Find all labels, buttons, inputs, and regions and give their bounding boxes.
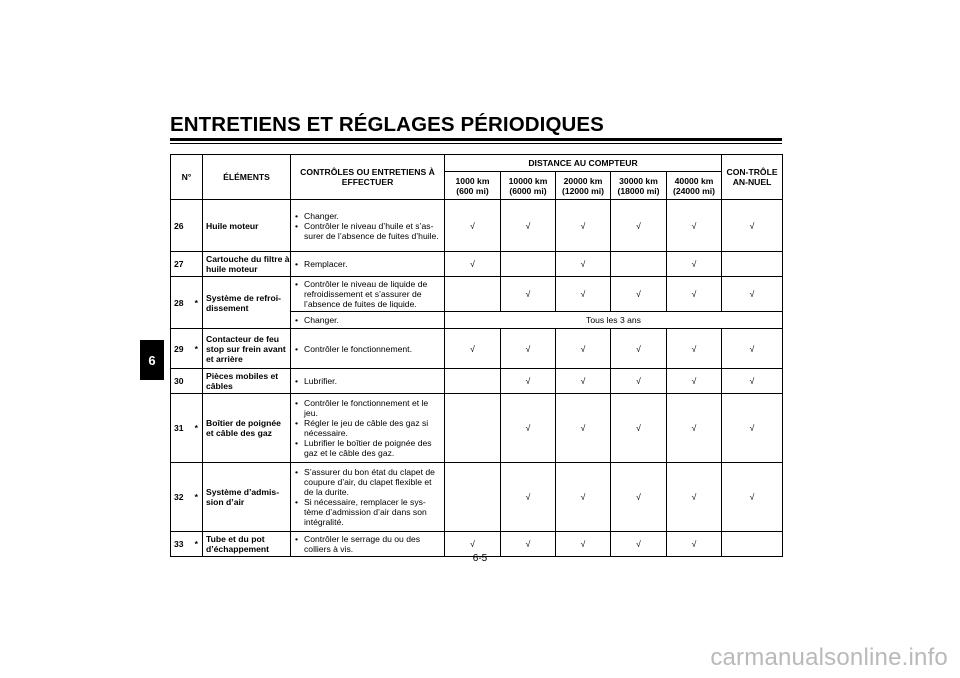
title-rule-thick bbox=[170, 138, 782, 141]
header-distance: DISTANCE AU COMPTEUR bbox=[445, 155, 722, 172]
interval-mi: (600 mi) bbox=[456, 185, 489, 196]
table-row bbox=[171, 369, 783, 394]
control-item: • Régler le jeu de câble des gaz si nécessaire. bbox=[295, 418, 442, 438]
row-element: Système d’admis-sion d’air bbox=[203, 463, 291, 532]
control-cell bbox=[291, 329, 445, 369]
control-list bbox=[295, 259, 442, 269]
check-cell: √ bbox=[611, 394, 667, 463]
control-item: • Changer. bbox=[295, 315, 442, 325]
check-cell: √ bbox=[667, 394, 722, 463]
check-cell: √ bbox=[611, 463, 667, 532]
table-row bbox=[171, 329, 783, 369]
row-element: Cartouche du filtre à huile moteur bbox=[203, 252, 291, 277]
row-number: 31 bbox=[171, 394, 191, 463]
row-star-marker: * bbox=[191, 277, 203, 329]
table-header-row-1 bbox=[171, 155, 783, 172]
row-element: Huile moteur bbox=[203, 200, 291, 252]
interval-mi: (12000 mi) bbox=[561, 185, 605, 196]
check-cell: √ bbox=[667, 463, 722, 532]
interval-km: 10000 km bbox=[508, 175, 548, 186]
check-cell: √ bbox=[722, 277, 783, 312]
check-cell: √ bbox=[445, 252, 501, 277]
control-item: • Contrôler le serrage du ou des colliers à vis. bbox=[295, 534, 442, 554]
row-number: 28 bbox=[171, 277, 191, 329]
control-list bbox=[295, 211, 442, 241]
row-star-marker bbox=[191, 200, 203, 252]
control-cell bbox=[291, 369, 445, 394]
check-cell bbox=[722, 252, 783, 277]
check-cell: √ bbox=[556, 463, 611, 532]
check-cell bbox=[445, 369, 501, 394]
control-item: • S’assurer du bon état du clapet de coupure d’air, du clapet flexible et de la durite. bbox=[295, 467, 442, 497]
control-item: • Contrôler le fonctionnement et le jeu. bbox=[295, 398, 442, 418]
header-controls: CONTRÔLES OU ENTRETIENS À EFFECTUER bbox=[291, 155, 445, 200]
check-cell bbox=[445, 277, 501, 312]
check-cell: √ bbox=[556, 200, 611, 252]
control-item: • Contrôler le fonctionnement. bbox=[295, 344, 442, 354]
check-cell: √ bbox=[556, 394, 611, 463]
check-cell: √ bbox=[667, 329, 722, 369]
check-cell bbox=[445, 394, 501, 463]
row-star-marker: * bbox=[191, 463, 203, 532]
control-cell bbox=[291, 200, 445, 252]
page-number: 6-5 bbox=[472, 553, 488, 564]
check-cell: √ bbox=[445, 532, 501, 557]
check-cell: √ bbox=[611, 277, 667, 312]
row-element: Tube et du pot d’échappement bbox=[203, 532, 291, 557]
table-row bbox=[171, 252, 783, 277]
check-cell: √ bbox=[667, 252, 722, 277]
check-cell: √ bbox=[556, 532, 611, 557]
title-rule-thin bbox=[170, 143, 782, 144]
control-cell bbox=[291, 463, 445, 532]
header-elements: ÉLÉMENTS bbox=[203, 155, 291, 200]
check-cell bbox=[445, 463, 501, 532]
row-star-marker: * bbox=[191, 532, 203, 557]
check-cell: √ bbox=[667, 200, 722, 252]
control-list bbox=[295, 344, 442, 354]
check-cell: √ bbox=[722, 463, 783, 532]
row-number: 26 bbox=[171, 200, 191, 252]
interval-mi: (18000 mi) bbox=[617, 185, 660, 196]
header-interval-1 bbox=[501, 172, 556, 200]
check-cell: √ bbox=[667, 532, 722, 557]
check-cell: √ bbox=[556, 369, 611, 394]
page-title: ENTRETIENS ET RÉGLAGES PÉRIODIQUES bbox=[170, 113, 604, 136]
row-star-marker bbox=[191, 369, 203, 394]
check-cell: √ bbox=[501, 532, 556, 557]
control-cell bbox=[291, 277, 445, 312]
header-number: N° bbox=[171, 155, 203, 200]
header-interval-4 bbox=[667, 172, 722, 200]
check-cell: √ bbox=[501, 463, 556, 532]
control-item: • Lubrifier. bbox=[295, 376, 442, 386]
row-element: Pièces mobiles et câbles bbox=[203, 369, 291, 394]
check-cell: √ bbox=[556, 329, 611, 369]
check-cell bbox=[501, 252, 556, 277]
check-cell: √ bbox=[667, 369, 722, 394]
header-annual-check: CON-TRÔLE AN-NUEL bbox=[722, 155, 783, 200]
check-cell: √ bbox=[611, 369, 667, 394]
check-cell: √ bbox=[611, 329, 667, 369]
chapter-tab[interactable] bbox=[140, 340, 164, 380]
control-list bbox=[295, 398, 442, 458]
control-list bbox=[295, 534, 442, 554]
row-number: 29 bbox=[171, 329, 191, 369]
check-cell: √ bbox=[501, 277, 556, 312]
check-cell: √ bbox=[501, 200, 556, 252]
check-cell bbox=[611, 252, 667, 277]
control-item: • Contrôler le niveau d’huile et s’as-surer de l’absence de fuites d’huile. bbox=[295, 221, 442, 241]
check-cell: √ bbox=[445, 200, 501, 252]
row-star-marker bbox=[191, 252, 203, 277]
control-item: • Lubrifier le boîtier de poignée des gaz et le câble des gaz. bbox=[295, 438, 442, 458]
chapter-tab-label: 6 bbox=[148, 352, 156, 368]
table-row bbox=[171, 463, 783, 532]
table-row bbox=[171, 394, 783, 463]
row-number: 30 bbox=[171, 369, 191, 394]
control-item: • Contrôler le niveau de liquide de refroidissement et s’assurer de l’absence de fuites de liquide. bbox=[295, 279, 442, 309]
maintenance-table bbox=[170, 154, 783, 557]
header-interval-3 bbox=[611, 172, 667, 200]
check-cell: √ bbox=[611, 532, 667, 557]
row-number: 32 bbox=[171, 463, 191, 532]
check-cell: √ bbox=[556, 252, 611, 277]
control-cell bbox=[291, 312, 445, 329]
interval-km: 20000 km bbox=[563, 175, 603, 186]
control-list bbox=[295, 315, 442, 325]
interval-km: 30000 km bbox=[619, 175, 658, 186]
check-cell: √ bbox=[611, 200, 667, 252]
check-cell: √ bbox=[722, 200, 783, 252]
interval-km: 40000 km bbox=[674, 175, 714, 186]
watermark: carmanualsonline.info bbox=[710, 644, 948, 671]
control-item: • Si nécessaire, remplacer le sys-tème d’admission d’air dans son intégralité. bbox=[295, 497, 442, 527]
interval-km: 1000 km bbox=[455, 175, 490, 186]
check-cell: √ bbox=[501, 394, 556, 463]
row-element: Système de refroi-dissement bbox=[203, 277, 291, 329]
control-cell bbox=[291, 252, 445, 277]
interval-note: Tous les 3 ans bbox=[445, 312, 783, 329]
check-cell: √ bbox=[722, 329, 783, 369]
check-cell: √ bbox=[445, 329, 501, 369]
row-number: 33 bbox=[171, 532, 191, 557]
control-list bbox=[295, 467, 442, 527]
control-list bbox=[295, 279, 442, 309]
check-cell: √ bbox=[501, 329, 556, 369]
check-cell: √ bbox=[722, 394, 783, 463]
row-number: 27 bbox=[171, 252, 191, 277]
check-cell: √ bbox=[722, 369, 783, 394]
row-star-marker: * bbox=[191, 394, 203, 463]
table-row bbox=[171, 277, 783, 312]
interval-mi: (24000 mi) bbox=[672, 185, 716, 196]
control-cell bbox=[291, 394, 445, 463]
control-list bbox=[295, 376, 442, 386]
header-interval-2 bbox=[556, 172, 611, 200]
control-item: • Changer. bbox=[295, 211, 442, 221]
row-element: Contacteur de feu stop sur frein avant et arrière bbox=[203, 329, 291, 369]
table-row bbox=[171, 200, 783, 252]
row-element: Boîtier de poignée et câble des gaz bbox=[203, 394, 291, 463]
check-cell: √ bbox=[667, 277, 722, 312]
interval-mi: (6000 mi) bbox=[509, 185, 547, 196]
row-star-marker: * bbox=[191, 329, 203, 369]
header-interval-0 bbox=[445, 172, 501, 200]
control-item: • Remplacer. bbox=[295, 259, 442, 269]
check-cell: √ bbox=[501, 369, 556, 394]
check-cell: √ bbox=[556, 277, 611, 312]
